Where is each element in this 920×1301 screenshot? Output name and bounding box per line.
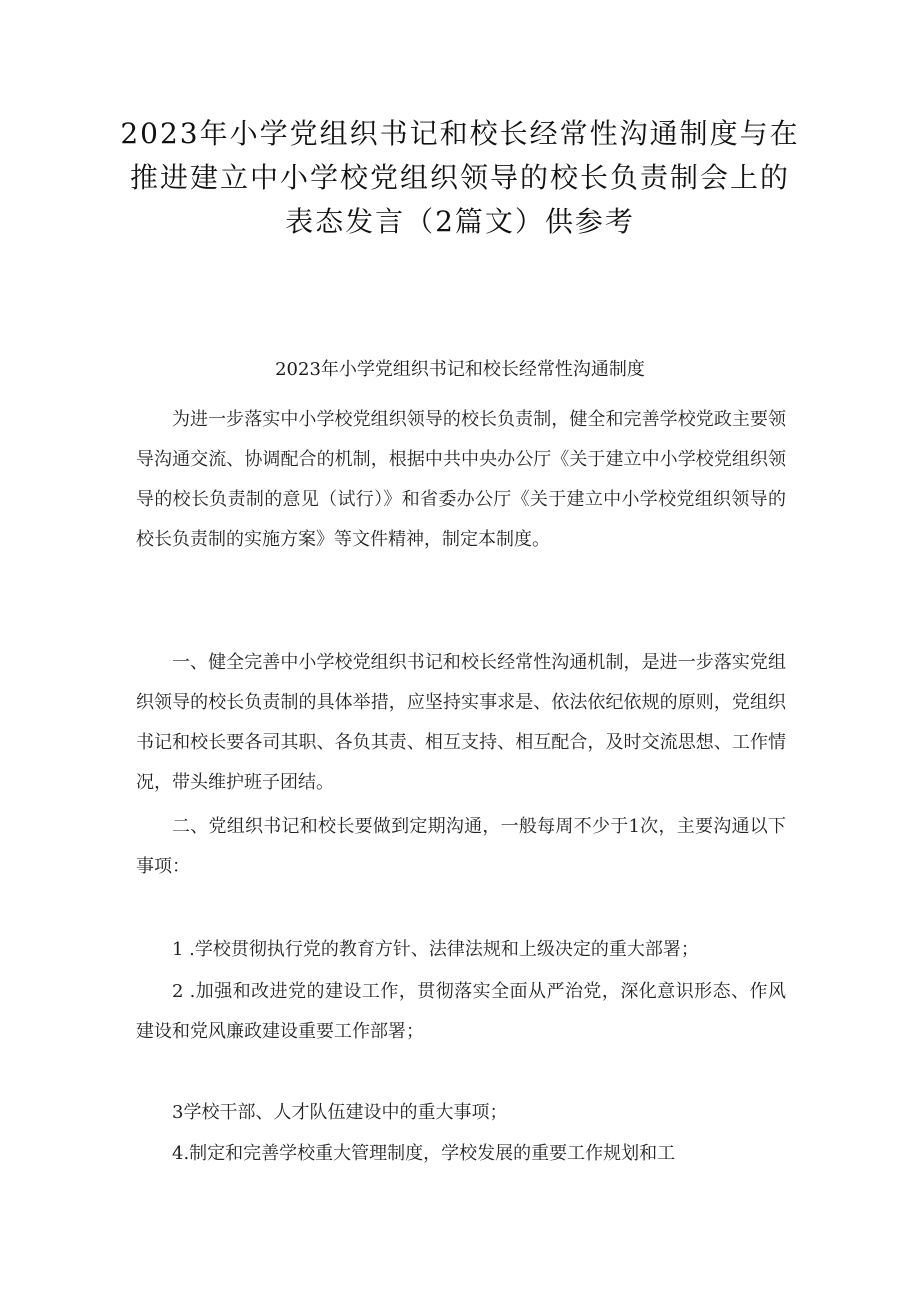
- title-line-2: 推进建立中小学校党组织领导的校长负责制会上的: [129, 161, 790, 194]
- title-line-1: 2023年小学党组织书记和校长经常性沟通制度与在: [120, 117, 800, 150]
- list-item-1: 1 .学校贯彻执行党的教育方针、法律法规和上级决定的重大部署；: [172, 939, 699, 960]
- paragraph-article-2: 二、党组织书记和校长要做到定期沟通，一般每周不少于1次，主要沟通以下事项：: [136, 816, 786, 877]
- paragraph-article-1: 一、健全完善中小学校党组织书记和校长经常性沟通机制，是进一步落实党组织领导的校长负责制的具体举措，应坚持实事求是、依法依纪依规的原则，党组织书记和校长要各司其职、各负其责、相互支持、相互配合，及时交流思想、工作情况，带头维护班子团结。: [136, 652, 786, 793]
- list-item-2: 2 .加强和改进党的建设工作，贯彻落实全面从严治党，深化意识形态、作风建设和党风廉政建设重要工作部署；: [136, 981, 786, 1042]
- section-title: 2023年小学党组织书记和校长经常性沟通制度: [275, 359, 645, 380]
- list-item-3: 3学校干部、人才队伍建设中的重大事项；: [172, 1102, 508, 1123]
- title-line-3: 表态发言（2篇文）供参考: [285, 205, 635, 238]
- document-title: [100, 112, 820, 244]
- paragraph-intro: 为进一步落实中小学校党组织领导的校长负责制，健全和完善学校党政主要领导沟通交流、协调配合的机制，根据中共中央办公厅《关于建立中小学校党组织领导的校长负责制的意见（试行）》和省委办公厅《关于建立中小学校党组织领导的校长负责制的实施方案》等文件精神，制定本制度。: [136, 409, 786, 550]
- list-item-4: 4.制定和完善学校重大管理制度，学校发展的重要工作规划和工: [172, 1143, 676, 1164]
